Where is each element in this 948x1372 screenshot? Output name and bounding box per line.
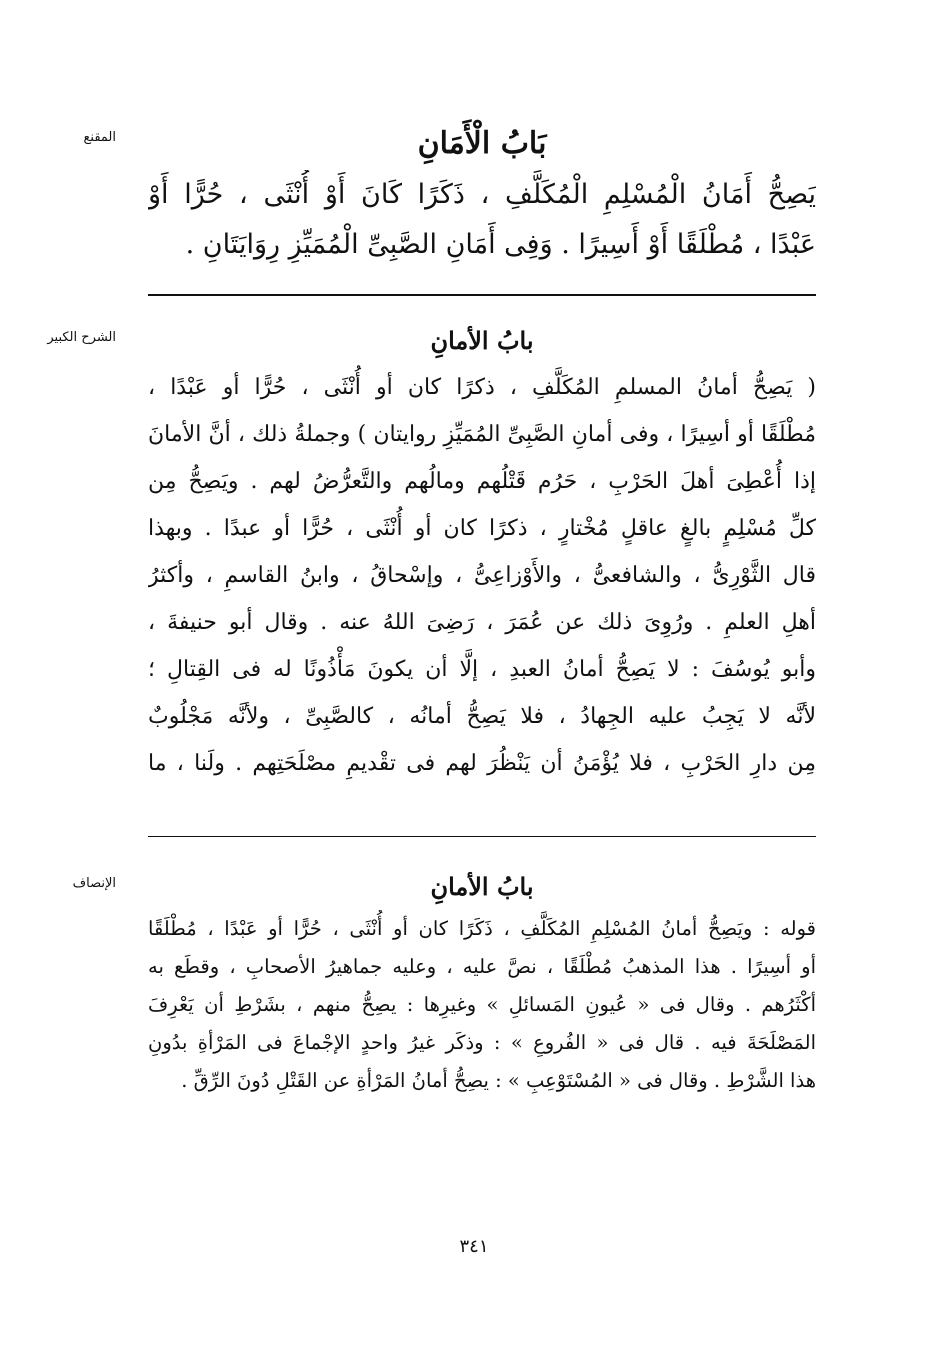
section-heading: بابُ الأمانِ (430, 326, 534, 355)
section-divider (148, 294, 816, 296)
section-heading: بابُ الأمانِ (430, 872, 534, 901)
text-line: عَبْدًا ، مُطْلَقًا أَوْ أَسِيرًا . وَفِى أَمَانِ الصَّبِىِّ الْمُمَيِّزِ رِوَايَتَانِ . (185, 229, 816, 260)
text-line: كلِّ مُسْلِمٍ بالغٍ عاقلٍ مُخْتارٍ ، ذكرًا كان أو أُنْثَى ، حُرًّا أو عبدًا . وبهذا (148, 516, 816, 541)
text-line: مِن دارِ الحَرْبِ ، فلا يُؤْمَنُ أن يَنْظُرَ لهم فى تقْديمِ مصْلَحَتِهم . ولَنا ، ما (148, 751, 816, 776)
page-number: ٣٤١ (459, 1236, 489, 1257)
source-label-muqni: المقنع (83, 130, 116, 145)
text-line: المَصْلَحَةَ فيه . قال فى « الفُروعِ » : وذكَر غيرُ واحدٍ الإجْماعَ فى المَرْأةِ بدُونِ (148, 1031, 816, 1054)
text-line: أكْثَرُهم . وقال فى « عُيونِ المَسائلِ » وغيرِها : يصِحُّ منهم ، بشَرْطِ أن يَعْرِفَ (148, 993, 816, 1016)
section-sharh-kabir (148, 318, 816, 787)
text-line: ( يَصِحُّ أمانُ المسلمِ المُكَلَّفِ ، ذكرًا كان أو أُنْثَى ، حُرًّا أو عَبْدًا ، (148, 375, 816, 400)
text-line: هذا الشَّرْطِ . وقال فى « المُسْتَوْعِبِ » : يصِحُّ أمانُ المَرْأةِ عن القَتْلِ دُونَ الرِّقِّ . (181, 1069, 816, 1092)
text-line: أو أسِيرًا . هذا المذهبُ مُطْلَقًا ، نصَّ عليه ، وعليه جماهيرُ الأصحابِ ، وقطَع به (148, 955, 816, 978)
text-line: لأنَّه لا يَجِبُ عليه الجِهادُ ، فلا يَصِحُّ أمانُه ، كالصَّبِىِّ ، ولأنَّه مَجْلُوبٌ (148, 704, 816, 729)
section-heading: بَابُ الْأَمَانِ (417, 126, 547, 161)
text-line: قال الثَّوْرِىُّ ، والشافعىُّ ، والأَوْزاعِىُّ ، وإسْحاقُ ، وابنُ القاسمِ ، وأكثرُ (148, 563, 816, 588)
section-insaf (148, 864, 816, 1100)
section-muqni (148, 118, 816, 270)
text-line: إذا أُعْطِىَ أهلَ الحَرْبِ ، حَرُم قَتْلُهم ومالُهم والتَّعرُّضُ لهم . ويَصِحُّ مِن (148, 469, 816, 494)
text-line: قوله : ويَصِحُّ أمانُ المُسْلِمِ المُكَلَّفِ ، ذَكَرًا كان أو أُنْثَى ، حُرًّا أو عَبْدًا ، مُطْلَقًا (148, 917, 816, 940)
text-line: مُطْلَقًا أو أسِيرًا ، وفى أمانِ الصَّبِىِّ المُمَيِّزِ روايتان ) وجملةُ ذلك ، أنَّ الأمانَ (148, 422, 816, 447)
text-line: وأبو يُوسُفَ : لا يَصِحُّ أمانُ العبدِ ، إلَّا أن يكونَ مَأْذُونًا له فى القِتالِ ؛ (148, 657, 816, 682)
source-label-sharh-kabir: الشرح الكبير (47, 330, 116, 345)
text-line: أهلِ العلمِ . ورُوِىَ ذلك عن عُمَرَ ، رَضِىَ اللهُ عنه . وقال أبو حنيفةَ ، (148, 610, 816, 635)
source-label-insaf: الإنصاف (72, 876, 116, 891)
text-line: يَصِحُّ أَمَانُ الْمُسْلِمِ الْمُكَلَّفِ ، ذَكَرًا كَانَ أَوْ أُنْثَى ، حُرًّا أَوْ (148, 179, 816, 210)
section-divider (148, 836, 816, 837)
